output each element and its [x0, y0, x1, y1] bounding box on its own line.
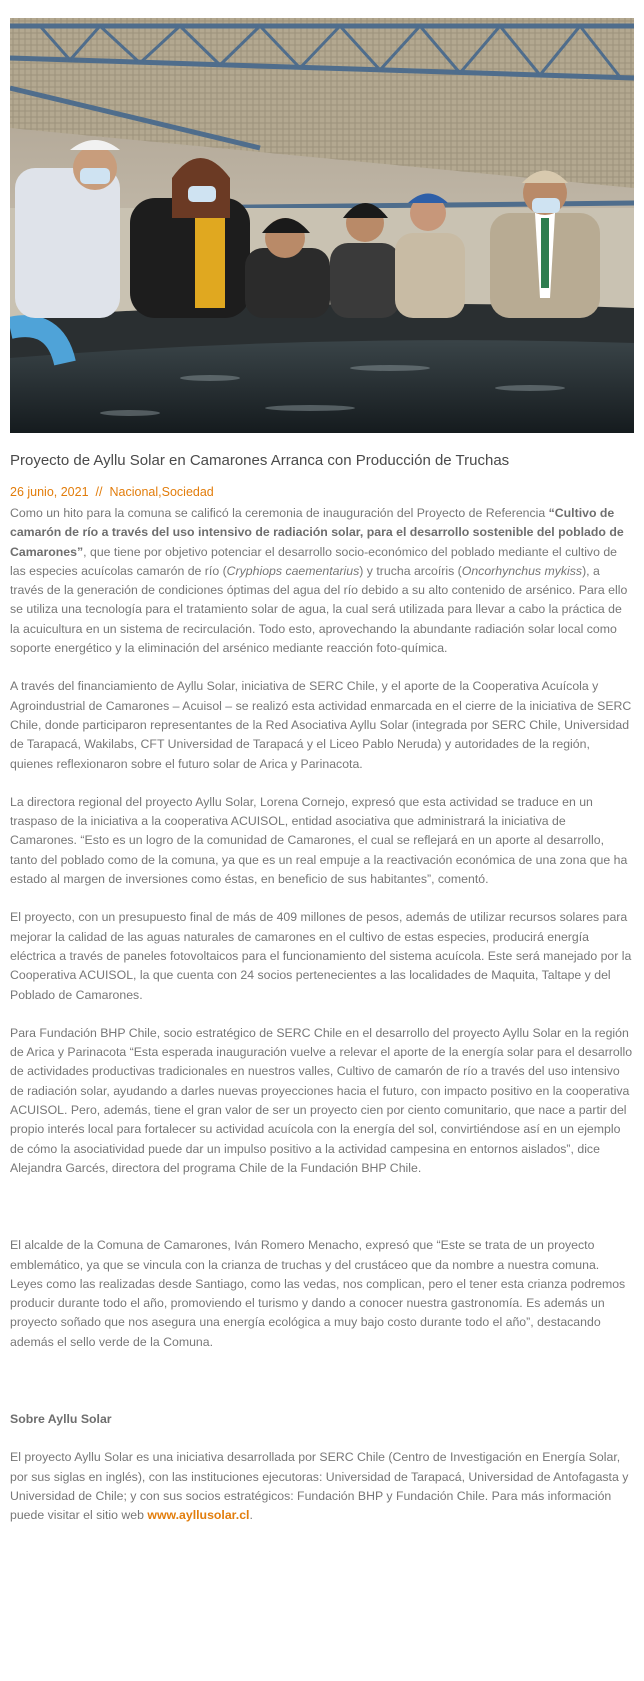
paragraph-4: El proyecto, con un presupuesto final de más de 409 millones de pesos, además de utilizar recursos solares para mejorar la calidad de las aguas naturales de camarones en el cultivo de estas especies, producirá energía eléctrica a través de paneles fotovoltaicos para el funcionamiento del sistema acuícola. Este será manejado por la Cooperativa ACUISOL, la que cuenta con 24 socios pertenecientes a las localidades de Maquita, Taltape y del Poblado de Camarones. [10, 910, 632, 1002]
section-subheading: Sobre Ayllu Solar [10, 1411, 112, 1426]
paragraph-7: El proyecto Ayllu Solar es una iniciativa desarrollada por SERC Chile (Centro de Investigación en Energía Solar, por sus siglas en inglés), con las instituciones ejecutoras: Universidad de Tarapacá, Universidad de Antofagasta y Universidad de Chile; y con sus socios estratégicos: Fundación BHP y Fundación Chile. Para más información puede visitar el sitio web www.ayllusolar.cl. [10, 1450, 629, 1523]
paragraph-2: A través del financiamiento de Ayllu Solar, iniciativa de SERC Chile, y el aporte de la Cooperativa Acuícola y Agroindustrial de Camarones – Acuisol – se realizó esta actividad enmarcada en el cierre de la iniciativa de SERC Chile, donde participaron representantes de la Red Asociativa Ayllu Solar (integrada por SERC Chile, Universidad de Tarapacá, Wakilabs, CFT Universidad de Tarapacá y el Liceo Pablo Neruda) y autoridades de la región, quienes reflexionaron sobre el futuro solar de Arica y Parinacota. [10, 679, 632, 771]
ayllusolar-link[interactable]: www.ayllusolar.cl [147, 1508, 250, 1523]
paragraph-5: Para Fundación BHP Chile, socio estratégico de SERC Chile en el desarrollo del proyecto Ayllu Solar en la región de Arica y Parinacota “Esta esperada inauguración vuelve a relevar el aporte de la energía solar para el desarrollo de actividades productivas tradicionales en nuestros valles, Cultivo de camarón de río a través del uso intensivo de radiación solar, ayudando a darles nuevas proyecciones hacia el futuro, con impacto positivo en la cooperativa ACUISOL. Pero, además, tiene el gran valor de ser un proyecto cien por ciento comunitario, que nace a partir del propio interés local para fortalecer su actividad acuícola con la energía del sol, convirtiéndose así en un ejemplo de cómo la asociatividad puede dar un impulso positivo a la actividad campesina en entornos aislados”, dice Alejandra Garcés, directora del programa Chile de la Fundación BHP Chile. [10, 1025, 633, 1175]
article-date: 26 junio, 2021 [10, 485, 89, 499]
article-title: Proyecto de Ayllu Solar en Camarones Arranca con Producción de Truchas [10, 452, 510, 469]
category-link-sociedad[interactable]: Sociedad [161, 485, 214, 499]
paragraph-3: La directora regional del proyecto Ayllu Solar, Lorena Cornejo, expresó que esta actividad se traduce en un traspaso de la iniciativa a la cooperativa ACUISOL, entidad asociativa que administrará la iniciativa de Camarones. “Esto es un logro de la comunidad de Camarones, el cual se reflejará en un aporte al desarrollo, tanto del poblado como de la comuna, ya que es un real empuje a la reactivación económica de una zona que ha estado al margen de inversiones como éstas, en beneficio de sus habitantes”, comentó. [10, 794, 628, 887]
paragraph-6: El alcalde de la Comuna de Camarones, Iván Romero Menacho, expresó que “Este se trata de un proyecto emblemático, ya que se vincula con la crianza de truchas y del crustáceo que da nombre a nuestra comuna. Leyes como las realizadas desde Santiago, como las vedas, nos complican, pero el tener esta crianza podremos producir durante todo el año, promoviendo el turismo y dando a conocer nuestra gastronomía. Es además un proyecto soñado que nos asegura una energía ecológica a muy bajo costo durante todo el año”, destacando además el sello verde de la Comuna. [10, 1238, 626, 1349]
article-hero-photo [10, 18, 634, 433]
category-comma: , [158, 485, 162, 499]
category-link-nacional[interactable]: Nacional [109, 485, 159, 499]
article-meta [10, 483, 634, 501]
article [10, 18, 634, 1525]
meta-separator: // [95, 485, 103, 499]
paragraph-1: Como un hito para la comuna se calificó la ceremonia de inauguración del Proyecto de Referencia “Cultivo de camarón de río a través del uso intensivo de radiación solar, para el desarrollo sostenible del poblado de Camarones”, que tiene por objetivo potenciar el desarrollo socio-económico del poblado mediante el cultivo de las especies acuícolas camarón de río (Cryphiops caementarius) y trucha arcoíris (Oncorhynchus mykiss), a través de la generación de condiciones óptimas del agua del río debido a su alto contenido de arsénico. Para ello se utiliza una tecnología para el tratamiento solar de agua, la cual será utilizada para llevar a cabo la práctica de la acuicultura en un sistema de recirculación. Todo esto, aprovechando la abundante radiación solar local como soporte energético y la eliminación del arsénico mediante reacción foto-química. [10, 506, 628, 656]
